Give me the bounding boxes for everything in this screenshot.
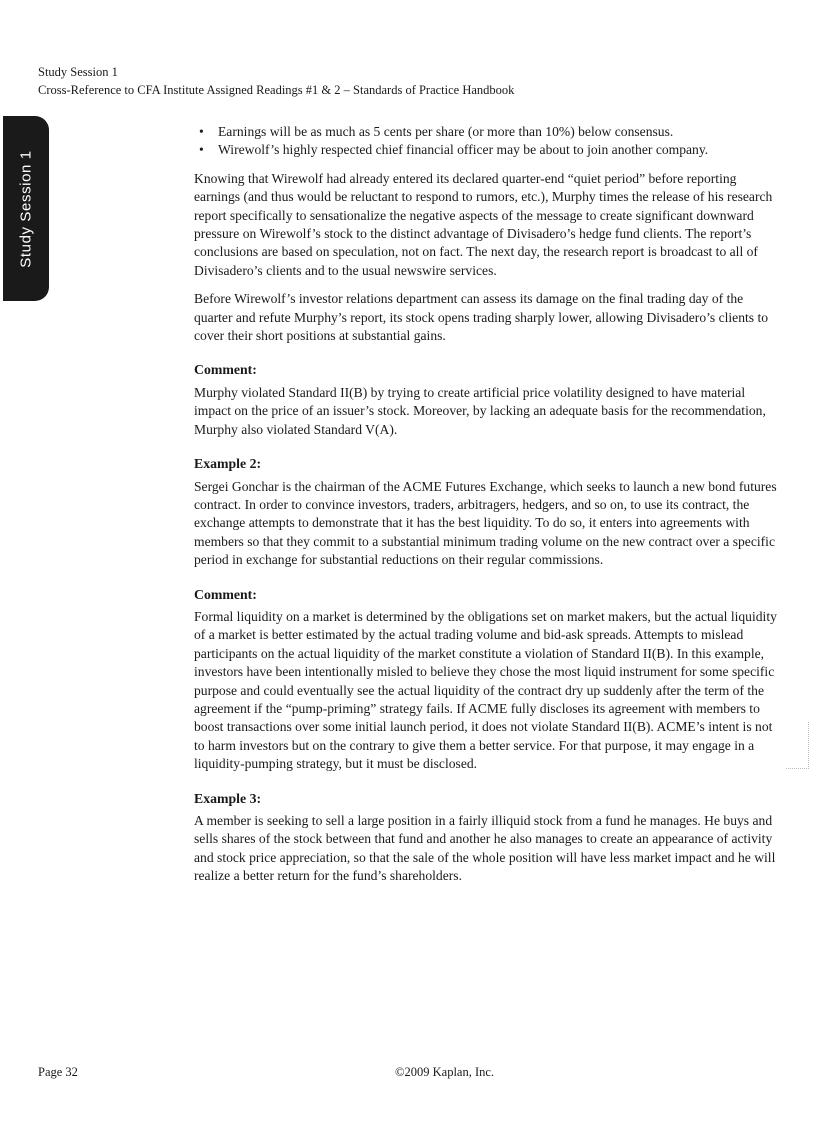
comment-heading-2: Comment: <box>194 586 257 602</box>
margin-scan-marks <box>786 722 809 769</box>
bullet-item-earnings: • Earnings will be as much as 5 cents per share (or more than 10%) below consensus. <box>194 123 781 141</box>
example-2-heading: Example 2: <box>194 456 262 472</box>
example-2-text: Sergei Gonchar is the chairman of the ACME Futures Exchange, which seeks to launch a new bond futures contract. In order to convince investors, traders, arbitragers, hedgers, and so on, to use its contract, the exchange attempts to demonstrate that it has the best liquidity. To do so, it enters into agreements with members so that they commit to a substantial minimum trading volume on the new contract over a specific period in exchange for substantial reductions on their regular commissions. <box>194 478 777 568</box>
header-study-session: Study Session 1 <box>38 65 118 79</box>
paragraph-quiet-period: Knowing that Wirewolf had already entered its declared quarter-end “quiet period” before reporting earnings (and thus would be reluctant to respond to rumors, etc.), Murphy times the release of his research report specifically to sensationalize the negative aspects of the message to create significant downward pressure on Wirewolf’s stock to the distinct advantage of Divisadero’s hedge fund clients. The report’s conclusions are based on speculation, not on fact. The next day, the research report is broadcast to all of Divisadero’s clients and to the usual newswire services. <box>194 170 773 278</box>
copyright-notice: ©2009 Kaplan, Inc. <box>395 1065 495 1079</box>
bullet-item-cfo: • Wirewolf’s highly respected chief financial officer may be about to join another company. <box>194 141 781 159</box>
page-header <box>38 63 514 99</box>
page-content <box>194 123 781 896</box>
bullet-list <box>194 123 781 160</box>
comment-text-1: Murphy violated Standard II(B) by trying to create artificial price volatility designed to have material impact on the price of an issuer’s stock. Moreover, by lacking an adequate basis for the recommendation, Murphy also violated Standard V(A). <box>194 384 766 437</box>
example-3-text: A member is seeking to sell a large position in a fairly illiquid stock from a fund he manages. He buys and sells shares of the stock between that fund and another he also manages to create an appearance of activity and stock price appreciation, so that the sale of the whole position will have less market impact and he will realize a better return for the fund’s shareholders. <box>194 813 776 884</box>
comment-heading-1: Comment: <box>194 362 257 378</box>
study-session-side-tab <box>3 116 49 301</box>
comment-text-2: Formal liquidity on a market is determined by the obligations set on market makers, but the actual liquidity of a market is better estimated by the actual trading volume and bid-ask spreads. Attempts to mislead participants on the actual liquidity of the market constitute a violation of Standard II(B). In this example, investors have been intentionally misled to believe they chose the most liquid instrument for some specific purpose and could eventually see the actual liquidity of the contract dry up suddenly after the term of the agreement if the “pump-priming” strategy fails. If ACME fully discloses its agreement with members to boost transactions over some initial launch period, it does not violate Standard II(B). ACME’s intent is not to harm investors but on the contrary to give them a better service. For that purpose, it may engage in a liquidity-pumping strategy, but it must be disclosed. <box>194 608 777 772</box>
paragraph-investor-relations: Before Wirewolf’s investor relations department can assess its damage on the final trading day of the quarter and refute Murphy’s report, its stock opens trading sharply lower, allowing Divisadero’s clients to cover their short positions at substantial gains. <box>194 291 769 344</box>
header-cross-reference: Cross-Reference to CFA Institute Assigned Readings #1 & 2 – Standards of Practice Handbook <box>38 83 515 97</box>
side-tab-label: Study Session 1 <box>17 149 35 268</box>
page-number: Page 32 <box>38 1065 78 1079</box>
example-3-heading: Example 3: <box>194 790 262 806</box>
